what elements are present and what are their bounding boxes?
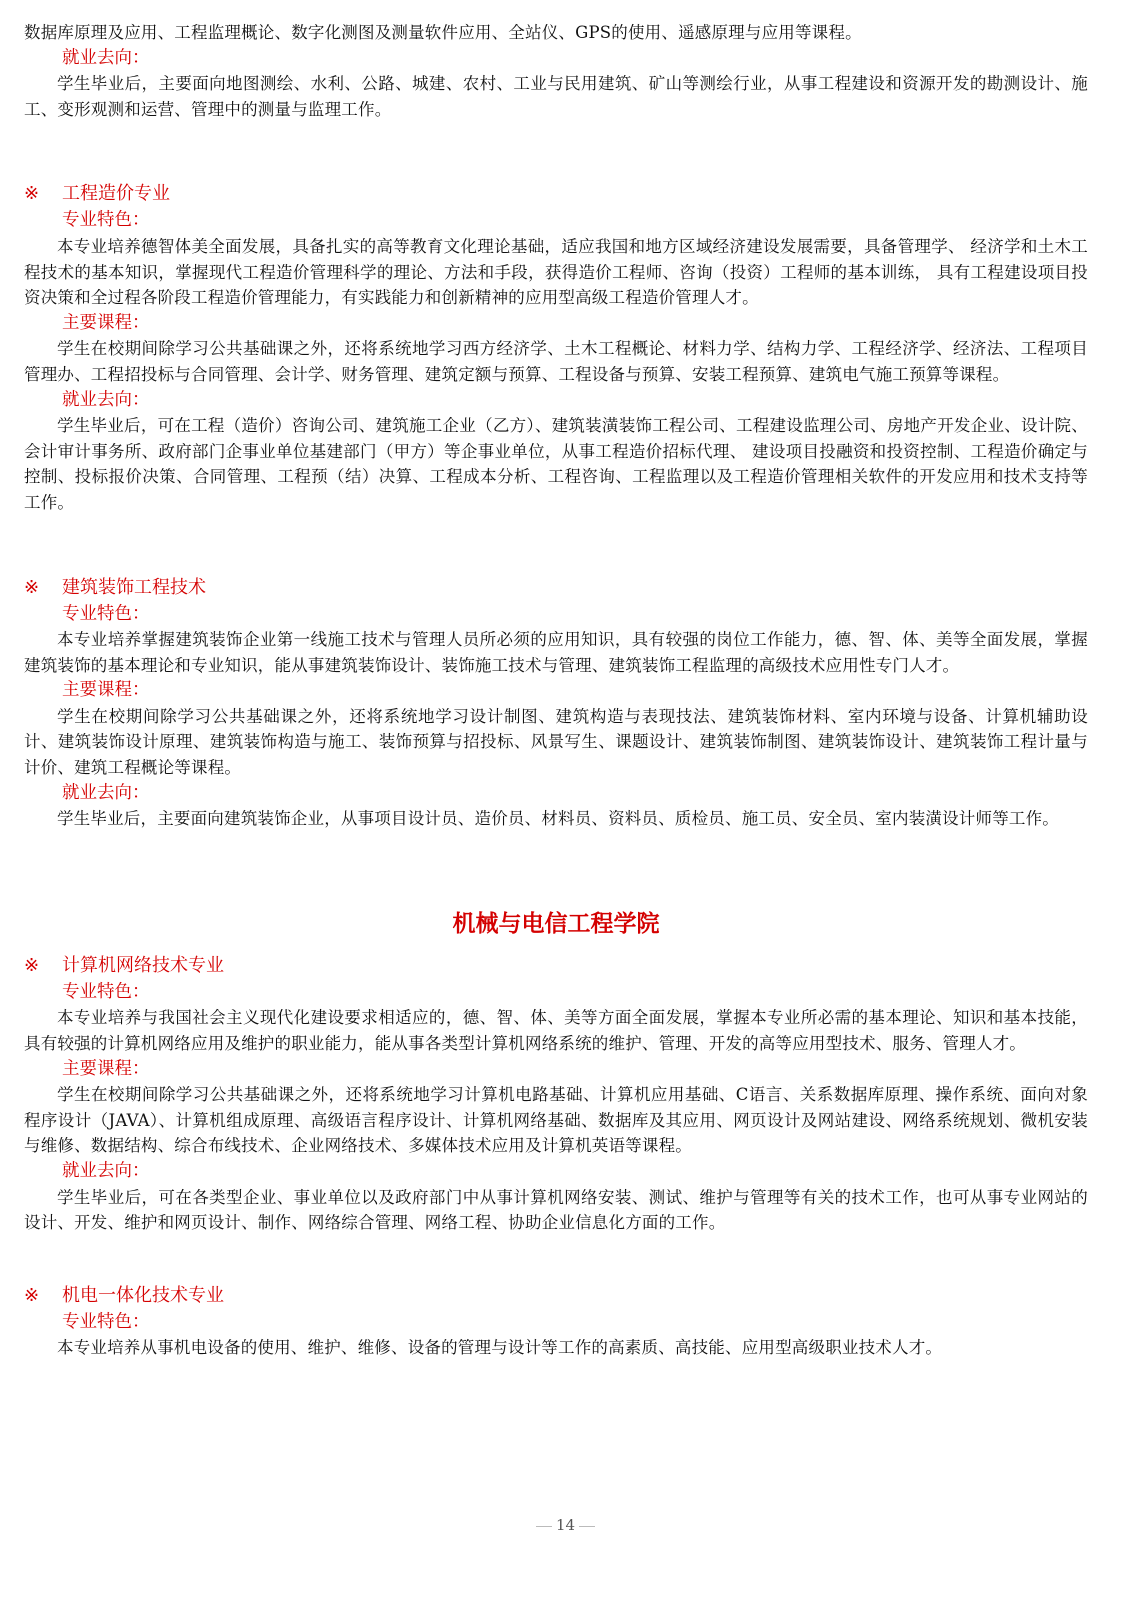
employment-text: 学生毕业后，可在各类型企业、事业单位以及政府部门中从事计算机网络安装、测试、维护与管理等有关的技术工作，也可从事专业网站的设计、开发、维护和网页设计、制作、网络综合管理、网络工程、协助企业信息化方面的工作。 (24, 1187, 1088, 1233)
major-heading-mechatronics (24, 1282, 1088, 1310)
college-title: 机械与电信工程学院 (452, 910, 660, 937)
major-heading-cost (24, 180, 1088, 208)
page-footer (0, 1516, 1131, 1534)
major-title: 机电一体化技术专业 (62, 1284, 224, 1306)
feature-label: 专业特色： (62, 603, 150, 624)
page-content (24, 20, 1088, 1361)
course-label: 主要课程： (62, 680, 150, 701)
major-title: 工程造价专业 (62, 183, 170, 205)
employment-text: 学生毕业后，可在工程（造价）咨询公司、建筑施工企业（乙方）、建筑装潢装饰工程公司、工程建设监理公司、房地产开发企业、设计院、会计审计事务所、政府部门企事业单位基建部门（甲方）等企事业单位，从事工程造价招标代理、 建设项目投融资和投资控制、工程造价确定与控制、投标报价决策、合同管理、工程预（结）决算、工程成本分析、工程咨询、工程监理以及工程造价管理相关软件的开发应用和技术支持等工作。 (24, 416, 1088, 512)
feature-text: 本专业培养从事机电设备的使用、维护、维修、设备的管理与设计等工作的高素质、高技能、应用型高级职业技术人才。 (57, 1338, 943, 1358)
feature-text: 本专业培养掌握建筑装饰企业第一线施工技术与管理人员所必须的应用知识，具有较强的岗位工作能力，德、智、体、美等全面发展，掌握建筑装饰的基本理论和专业知识，能从事建筑装饰设计、装饰施工技术与管理、建筑装饰工程监理的高级技术应用性专门人才。 (24, 630, 1088, 675)
feature-label: 专业特色： (62, 210, 150, 231)
reference-mark-icon: ※ (24, 954, 40, 976)
course-text: 学生在校期间除学习公共基础课之外，还将系统地学习计算机电路基础、计算机应用基础、C语言、关系数据库原理、操作系统、面向对象程序设计（JAVA）、计算机组成原理、高级语言程序设计、计算机网络基础、数据库及其应用、网页设计及网站建设、网络系统规划、微机安装与维修、数据结构、综合布线技术、企业网络技术、多媒体技术应用及计算机英语等课程。 (24, 1085, 1088, 1156)
major-title: 建筑装饰工程技术 (62, 576, 206, 598)
major-heading-decoration (24, 574, 1088, 602)
feature-text: 本专业培养德智体美全面发展，具备扎实的高等教育文化理论基础，适应我国和地方区域经济建设发展需要，具备管理学、 经济学和土木工程技术的基本知识，掌握现代工程造价管理科学的理论、方法和手段，获得造价工程师、咨询（投资）工程师的基本训练， 具有工程建设项目投资决策和全过程各阶段工程造价管理能力，有实践能力和创新精神的应用型高级工程造价管理人才。 (24, 236, 1088, 308)
reference-mark-icon: ※ (24, 183, 40, 205)
course-label: 主要课程： (62, 1058, 150, 1079)
employment-label: 就业去向： (62, 1161, 150, 1181)
intro-employment-label: 就业去向： (62, 47, 150, 68)
employment-text: 学生毕业后，主要面向建筑装饰企业，从事项目设计员、造价员、材料员、资料员、质检员、施工员、安全员、室内装潢设计师等工作。 (57, 809, 1059, 829)
feature-text: 本专业培养与我国社会主义现代化建设要求相适应的，德、智、体、美等方面全面发展，掌握本专业所必需的基本理论、知识和基本技能，具有较强的计算机网络应用及维护的职业能力，能从事各类型计算机网络系统的维护、管理、开发的高等应用型技术、服务、管理人才。 (24, 1008, 1088, 1054)
feature-label: 专业特色： (62, 1311, 150, 1332)
reference-mark-icon: ※ (24, 1284, 40, 1306)
major-heading-network (24, 952, 1088, 980)
course-text: 学生在校期间除学习公共基础课之外，还将系统地学习西方经济学、土木工程概论、材料力学、结构力学、工程经济学、经济法、工程项目管理办、工程招投标与合同管理、会计学、财务管理、建筑定额与预算、工程设备与预算、安装工程预算、建筑电气施工预算等课程。 (24, 339, 1088, 384)
footer-rule-right (579, 1526, 595, 1527)
page-number: 14 (555, 1516, 576, 1534)
course-text: 学生在校期间除学习公共基础课之外，还将系统地学习设计制图、建筑构造与表现技法、建筑装饰材料、室内环境与设备、计算机辅助设计、建筑装饰设计原理、建筑装饰构造与施工、装饰预算与招投标、风景写生、课题设计、建筑装饰制图、建筑装饰设计、建筑装饰工程计量与计价、建筑工程概论等课程。 (24, 706, 1088, 778)
reference-mark-icon: ※ (24, 576, 40, 598)
intro-employment-text: 学生毕业后，主要面向地图测绘、水利、公路、城建、农村、工业与民用建筑、矿山等测绘行业，从事工程建设和资源开发的勘测设计、施工、变形观测和运营、管理中的测量与监理工作。 (24, 74, 1088, 119)
intro-course-continued: 数据库原理及应用、工程监理概论、数字化测图及测量软件应用、全站仪、GPS的使用、遥感原理与应用等课程。 (24, 23, 862, 42)
feature-label: 专业特色： (62, 981, 150, 1002)
course-label: 主要课程： (62, 312, 150, 333)
employment-label: 就业去向： (62, 389, 150, 410)
major-title: 计算机网络技术专业 (62, 954, 224, 976)
footer-rule-left (536, 1526, 552, 1527)
employment-label: 就业去向： (62, 782, 150, 803)
